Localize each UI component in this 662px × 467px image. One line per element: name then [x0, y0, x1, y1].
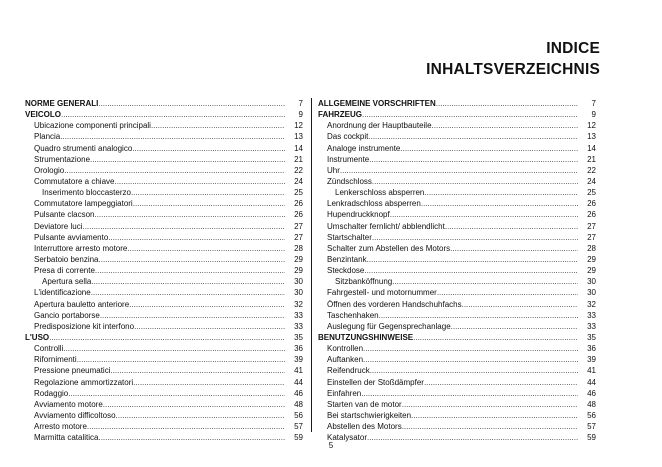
toc-entry-label: Avviamento difficoltoso: [34, 410, 116, 420]
toc-entry: [318, 265, 596, 276]
toc-entry: [25, 354, 303, 365]
dot-leader: [129, 299, 285, 310]
toc-entry-page: 32: [294, 299, 303, 309]
toc-entry: [318, 243, 596, 254]
toc-entry-page: 29: [294, 254, 303, 264]
dot-leader: [95, 265, 285, 276]
dot-leader: [77, 354, 285, 365]
toc-entry: [25, 143, 303, 154]
dot-leader: [432, 120, 578, 131]
toc-entry-page: 36: [294, 344, 303, 354]
toc-entry-label: Auftanken: [327, 355, 364, 365]
dot-leader: [110, 365, 285, 376]
toc-entry-page: 14: [294, 143, 303, 153]
toc-entry-label: Analoge instrumente: [327, 143, 401, 153]
toc-entry-page: 14: [587, 143, 596, 153]
toc-entry: [318, 143, 596, 154]
toc-entry-page: 25: [294, 188, 303, 198]
toc-entry-page: 35: [587, 332, 596, 342]
dot-leader: [367, 254, 578, 265]
toc-entry-label: Pulsante clacson: [34, 210, 95, 220]
dot-leader: [372, 232, 578, 243]
toc-entry-label: Starten van de motor: [327, 399, 402, 409]
dot-leader: [451, 321, 578, 332]
dot-leader: [134, 321, 285, 332]
toc-entry: [318, 354, 596, 365]
toc-entry-page: 26: [294, 199, 303, 209]
toc-entry: [25, 131, 303, 142]
toc-entry-page: 29: [294, 266, 303, 276]
toc-entry: [318, 388, 596, 399]
toc-entry-page: 21: [294, 154, 303, 164]
toc-entry-label: Anordnung der Hauptbauteile: [327, 121, 432, 131]
dot-leader: [116, 410, 285, 421]
dot-leader: [368, 131, 578, 142]
toc-entry-page: 28: [294, 243, 303, 253]
toc-entry-page: 33: [294, 310, 303, 320]
toc-entry-page: 30: [294, 277, 303, 287]
toc-entry: [25, 154, 303, 165]
toc-entry: [25, 365, 303, 376]
toc-entry: [25, 399, 303, 410]
dot-leader: [98, 98, 285, 109]
toc-entry: [318, 287, 596, 298]
toc-entry: [25, 276, 303, 287]
toc-entry-page: 36: [587, 344, 596, 354]
toc-entry: [25, 299, 303, 310]
toc-entry-label: NORME GENERALI: [25, 99, 99, 108]
dot-leader: [49, 332, 285, 343]
toc-entry-label: Uhr: [327, 165, 340, 175]
toc-entry-label: Lenkradschloss absperren: [327, 199, 421, 209]
dot-leader: [108, 232, 285, 243]
toc-entry-page: 27: [587, 221, 596, 231]
toc-entry-label: Apertura bauletto anteriore: [34, 299, 130, 309]
toc-entry-label: Steckdose: [327, 266, 365, 276]
toc-entry-page: 29: [587, 254, 596, 264]
toc-entry-page: 32: [587, 299, 596, 309]
toc-entry-page: 33: [294, 321, 303, 331]
toc-entry: [318, 321, 596, 332]
dot-leader: [61, 109, 285, 120]
toc-entry-label: Einfahren: [327, 388, 362, 398]
dot-leader: [151, 120, 285, 131]
page-title-german: INHALTSVERZEICHNIS: [426, 61, 600, 78]
toc-entry: [25, 410, 303, 421]
toc-entry-page: 44: [294, 377, 303, 387]
toc-entry-page: 59: [587, 433, 596, 443]
toc-entry: [25, 187, 303, 198]
toc-entry-page: 21: [587, 154, 596, 164]
page-title-italian: INDICE: [546, 40, 600, 57]
dot-leader: [132, 143, 285, 154]
dot-leader: [103, 399, 285, 410]
toc-entry: [318, 421, 596, 432]
toc-entry: [25, 343, 303, 354]
toc-entry-page: 48: [587, 399, 596, 409]
dot-leader: [99, 254, 286, 265]
toc-entry-label: Hupendruckknopf: [327, 210, 390, 220]
toc-entry-label: Auslegung für Gegensprechanlage: [327, 321, 451, 331]
toc-entry: [318, 131, 596, 142]
toc-entry-page: 12: [587, 121, 596, 131]
dot-leader: [436, 98, 578, 109]
toc-column-italian: [25, 98, 303, 443]
toc-entry-label: Abstellen des Motors: [327, 422, 402, 432]
toc-entry-page: 7: [298, 99, 303, 108]
toc-entry-label: Pulsante avviamento: [34, 232, 109, 242]
toc-entry-label: Reifendruck: [327, 366, 370, 376]
toc-section-heading: [25, 332, 303, 343]
toc-entry-label: Katalysator: [327, 433, 368, 443]
toc-entry-label: Lenkerschloss absperren: [335, 188, 425, 198]
toc-entry: [318, 365, 596, 376]
dot-leader: [82, 221, 285, 232]
toc-entry-label: Rodaggio: [34, 388, 69, 398]
toc-entry-label: Quadro strumenti analogico: [34, 143, 133, 153]
toc-entry-label: Regolazione ammortizzatori: [34, 377, 134, 387]
dot-leader: [363, 343, 578, 354]
toc-entry: [25, 198, 303, 209]
toc-entry: [25, 287, 303, 298]
toc-entry: [318, 377, 596, 388]
dot-leader: [364, 265, 578, 276]
toc-entry-page: 27: [587, 232, 596, 242]
dot-leader: [462, 299, 578, 310]
dot-leader: [445, 221, 578, 232]
dot-leader: [361, 388, 578, 399]
dot-leader: [100, 310, 285, 321]
toc-entry-label: Kontrollen: [327, 344, 364, 354]
toc-entry-page: 9: [298, 110, 303, 120]
toc-entry: [25, 388, 303, 399]
toc-entry-label: Arresto motore: [34, 422, 87, 432]
dot-leader: [133, 198, 285, 209]
toc-entry-label: Startschalter: [327, 232, 372, 242]
toc-entry-page: 39: [294, 355, 303, 365]
toc-entry-label: Inserimento bloccasterzo: [42, 188, 131, 198]
toc-entry: [25, 377, 303, 388]
toc-entry: [25, 165, 303, 176]
toc-entry-page: 48: [294, 399, 303, 409]
dot-leader: [94, 209, 285, 220]
toc-entry-page: 7: [591, 99, 596, 108]
toc-entry: [318, 154, 596, 165]
toc-entry-page: 29: [587, 266, 596, 276]
toc-entry-label: VEICOLO: [25, 110, 62, 120]
dot-leader: [421, 198, 578, 209]
toc-entry: [25, 265, 303, 276]
dot-leader: [363, 354, 578, 365]
toc-entry-label: Bei startschwierigkeiten: [327, 410, 412, 420]
toc-entry-page: 25: [587, 188, 596, 198]
toc-entry-label: Plancia: [34, 132, 61, 142]
toc-entry-page: 30: [294, 288, 303, 298]
toc-entry-page: 26: [294, 210, 303, 220]
dot-leader: [402, 399, 578, 410]
toc-entry-label: Instrumente: [327, 154, 370, 164]
dot-leader: [390, 209, 578, 220]
toc-entry-label: Marmitta catalitica: [34, 433, 99, 443]
dot-leader: [114, 176, 285, 187]
toc-entry: [25, 221, 303, 232]
toc-column-german: [318, 98, 596, 443]
toc-entry-label: Apertura sella: [42, 277, 92, 287]
column-divider: [311, 98, 312, 432]
dot-leader: [413, 332, 578, 343]
toc-entry-label: Interruttore arresto motore: [34, 243, 128, 253]
toc-entry-label: Commutatore lampeggiatori: [34, 199, 133, 209]
toc-entry: [318, 209, 596, 220]
toc-entry: [318, 343, 596, 354]
dot-leader: [133, 377, 285, 388]
toc-entry-page: 13: [294, 132, 303, 142]
toc-entry: [25, 209, 303, 220]
toc-entry-label: Das cockpit: [327, 132, 369, 142]
toc-entry: [25, 321, 303, 332]
toc-entry-label: Predisposizione kit interfono: [34, 321, 135, 331]
toc-entry-page: 59: [294, 433, 303, 443]
toc-entry-page: 44: [587, 377, 596, 387]
dot-leader: [424, 377, 578, 388]
toc-entry-page: 30: [587, 277, 596, 287]
dot-leader: [450, 243, 578, 254]
dot-leader: [340, 165, 578, 176]
dot-leader: [369, 154, 578, 165]
toc-entry-label: Gancio portaborse: [34, 310, 100, 320]
dot-leader: [127, 243, 285, 254]
toc-entry-page: 24: [294, 176, 303, 186]
toc-entry-label: Fahrgestell- und motornummer: [327, 288, 437, 298]
toc-entry-page: 22: [587, 165, 596, 175]
dot-leader: [90, 154, 285, 165]
toc-entry: [25, 120, 303, 131]
toc-entry: [318, 198, 596, 209]
toc-entry-label: BENUTZUNGSHINWEISE: [318, 332, 414, 342]
toc-entry-page: 33: [587, 310, 596, 320]
toc-entry: [318, 165, 596, 176]
toc-entry-page: 12: [294, 121, 303, 131]
toc-entry-page: 35: [294, 332, 303, 342]
toc-entry: [25, 310, 303, 321]
toc-entry-label: Sitzbanköffnung: [335, 277, 393, 287]
toc-entry-page: 33: [587, 321, 596, 331]
dot-leader: [437, 287, 578, 298]
toc-entry-page: 56: [587, 410, 596, 420]
dot-leader: [64, 165, 285, 176]
toc-entry: [318, 187, 596, 198]
toc-entry-label: L'identificazione: [34, 288, 91, 298]
toc-entry-page: 30: [587, 288, 596, 298]
toc-entry: [318, 276, 596, 287]
toc-entry-label: Deviatore luci: [34, 221, 83, 231]
dot-leader: [379, 310, 578, 321]
toc-entry-label: Pressione pneumatici: [34, 366, 111, 376]
toc-entry: [318, 310, 596, 321]
toc-entry-page: 26: [587, 199, 596, 209]
toc-entry-page: 27: [294, 232, 303, 242]
dot-leader: [400, 143, 578, 154]
dot-leader: [411, 410, 578, 421]
dot-leader: [91, 287, 285, 298]
toc-entry: [318, 120, 596, 131]
toc-entry-label: L'USO: [25, 332, 50, 342]
toc-entry-label: Einstellen der Stoßdämpfer: [327, 377, 424, 387]
toc-entry-label: Rifornimenti: [34, 355, 77, 365]
toc-entry-label: Taschenhaken: [327, 310, 379, 320]
toc-entry-page: 13: [587, 132, 596, 142]
toc-entry: [318, 232, 596, 243]
toc-entry-label: Öffnen des vorderen Handschuhfachs: [327, 299, 462, 309]
toc-entry-label: FAHRZEUG: [318, 110, 362, 120]
dot-leader: [424, 187, 578, 198]
toc-entry-page: 41: [294, 366, 303, 376]
toc-entry-label: Benzintank: [327, 254, 367, 264]
toc-entry-label: Orologio: [34, 165, 65, 175]
toc-entry: [318, 399, 596, 410]
toc-entry-label: Ubicazione componenti principali: [34, 121, 151, 131]
toc-entry-label: Serbatoio benzina: [34, 254, 99, 264]
toc-entry-label: Strumentazione: [34, 154, 91, 164]
dot-leader: [63, 343, 285, 354]
toc-section-heading: [318, 332, 596, 343]
toc-entry-page: 57: [587, 422, 596, 432]
toc-entry-label: Presa di corrente: [34, 266, 95, 276]
toc-section-heading: [25, 109, 303, 120]
toc-entry-label: Avviamento motore: [34, 399, 103, 409]
toc-entry: [318, 299, 596, 310]
toc-section-heading: [318, 109, 596, 120]
toc-entry: [25, 232, 303, 243]
dot-leader: [68, 388, 285, 399]
toc-section-heading: [318, 98, 596, 109]
toc-entry: [318, 221, 596, 232]
toc-entry-page: 24: [587, 176, 596, 186]
toc-entry-label: Zündschloss: [327, 176, 372, 186]
dot-leader: [91, 276, 285, 287]
toc-entry-label: ALLGEMEINE VORSCHRIFTEN: [318, 99, 436, 108]
toc-entry-page: 39: [587, 355, 596, 365]
dot-leader: [87, 421, 285, 432]
toc-entry: [25, 176, 303, 187]
dot-leader: [362, 109, 578, 120]
toc-entry: [318, 176, 596, 187]
dot-leader: [392, 276, 578, 287]
dot-leader: [131, 187, 285, 198]
toc-entry-label: Controlli: [34, 344, 64, 354]
dot-leader: [60, 131, 285, 142]
dot-leader: [370, 365, 578, 376]
toc-entry-page: 9: [591, 110, 596, 120]
toc-entry-page: 46: [294, 388, 303, 398]
toc-entry-page: 41: [587, 366, 596, 376]
toc-entry-page: 22: [294, 165, 303, 175]
toc-entry-label: Schalter zum Abstellen des Motors: [327, 243, 451, 253]
toc-entry-label: Commutatore a chiave: [34, 176, 115, 186]
toc-entry-page: 27: [294, 221, 303, 231]
dot-leader: [372, 176, 578, 187]
toc-entry-page: 56: [294, 410, 303, 420]
toc-entry: [25, 421, 303, 432]
dot-leader: [402, 421, 578, 432]
toc-entry-page: 28: [587, 243, 596, 253]
toc-section-heading: [25, 98, 303, 109]
toc-entry-page: 26: [587, 210, 596, 220]
toc-entry-page: 57: [294, 422, 303, 432]
page-number: 5: [328, 441, 334, 450]
toc-entry: [25, 254, 303, 265]
toc-entry-label: Umschalter fernlicht/ abblendlicht: [327, 221, 445, 231]
toc-entry: [318, 410, 596, 421]
toc-entry: [318, 254, 596, 265]
toc-entry: [25, 243, 303, 254]
toc-entry-page: 46: [587, 388, 596, 398]
